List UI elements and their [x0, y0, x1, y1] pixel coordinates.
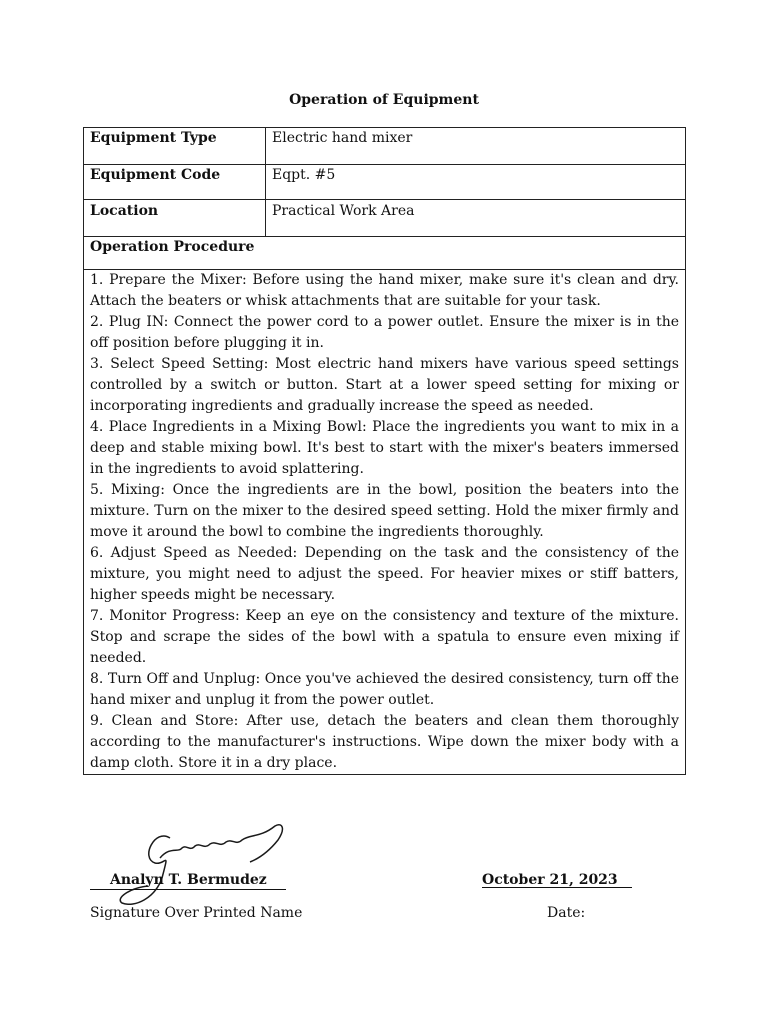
procedure-step: 2. Plug IN: Connect the power cord to a power outlet. Ensure the mixer is in the off position before plugging it in. [90, 314, 679, 351]
signatory-name: Analyn T. Bermudez [110, 872, 267, 888]
document-title: Operation of Equipment [289, 92, 479, 108]
signature-caption: Signature Over Printed Name [90, 905, 303, 921]
handwritten-signature [100, 818, 300, 913]
table-row [84, 165, 686, 200]
table-row [84, 237, 686, 270]
table-row [84, 200, 686, 237]
date-caption: Date: [547, 905, 586, 921]
equipment-code-value: Eqpt. #5 [266, 165, 686, 200]
date-line [482, 887, 632, 888]
equipment-code-label: Equipment Code [84, 165, 266, 200]
procedure-steps [84, 270, 686, 775]
table-row [84, 128, 686, 165]
procedure-step: 3. Select Speed Setting: Most electric hand mixers have various speed settings controlled by a switch or button. Start at a lower speed setting for mixing or incorporating ingredients and gradually increase the speed as needed. [90, 356, 679, 414]
procedure-step: 4. Place Ingredients in a Mixing Bowl: Place the ingredients you want to mix in a deep and stable mixing bowl. It's best to start with the mixer's beaters immersed in the ingredients to avoid splattering. [90, 419, 679, 477]
procedure-step: 9. Clean and Store: After use, detach the beaters and clean them thoroughly according to the manufacturer's instructions. Wipe down the mixer body with a damp cloth. Store it in a dry place. [90, 713, 679, 771]
procedure-step: 6. Adjust Speed as Needed: Depending on the task and the consistency of the mixture, you might need to adjust the speed. For heavier mixes or stiff batters, higher speeds might be necessary. [90, 545, 679, 603]
equipment-type-value: Electric hand mixer [266, 128, 686, 165]
procedure-step: 8. Turn Off and Unplug: Once you've achieved the desired consistency, turn off the hand mixer and unplug it from the power outlet. [90, 671, 679, 708]
equipment-type-label: Equipment Type [84, 128, 266, 165]
procedure-step: 1. Prepare the Mixer: Before using the hand mixer, make sure it's clean and dry. Attach the beaters or whisk attachments that are suitable for your task. [90, 272, 679, 309]
date-value: October 21, 2023 [482, 872, 618, 888]
procedure-step: 7. Monitor Progress: Keep an eye on the consistency and texture of the mixture. Stop and scrape the sides of the bowl with a spatula to ensure even mixing if needed. [90, 608, 679, 666]
table-row [84, 270, 686, 775]
location-value: Practical Work Area [266, 200, 686, 237]
procedure-step: 5. Mixing: Once the ingredients are in the bowl, position the beaters into the mixture. Turn on the mixer to the desired speed setting. Hold the mixer firmly and move it around the bowl to combine the ingredients thoroughly. [90, 482, 679, 540]
procedure-heading: Operation Procedure [84, 237, 686, 270]
equipment-table [83, 127, 686, 775]
location-label: Location [84, 200, 266, 237]
signature-line [90, 889, 286, 890]
